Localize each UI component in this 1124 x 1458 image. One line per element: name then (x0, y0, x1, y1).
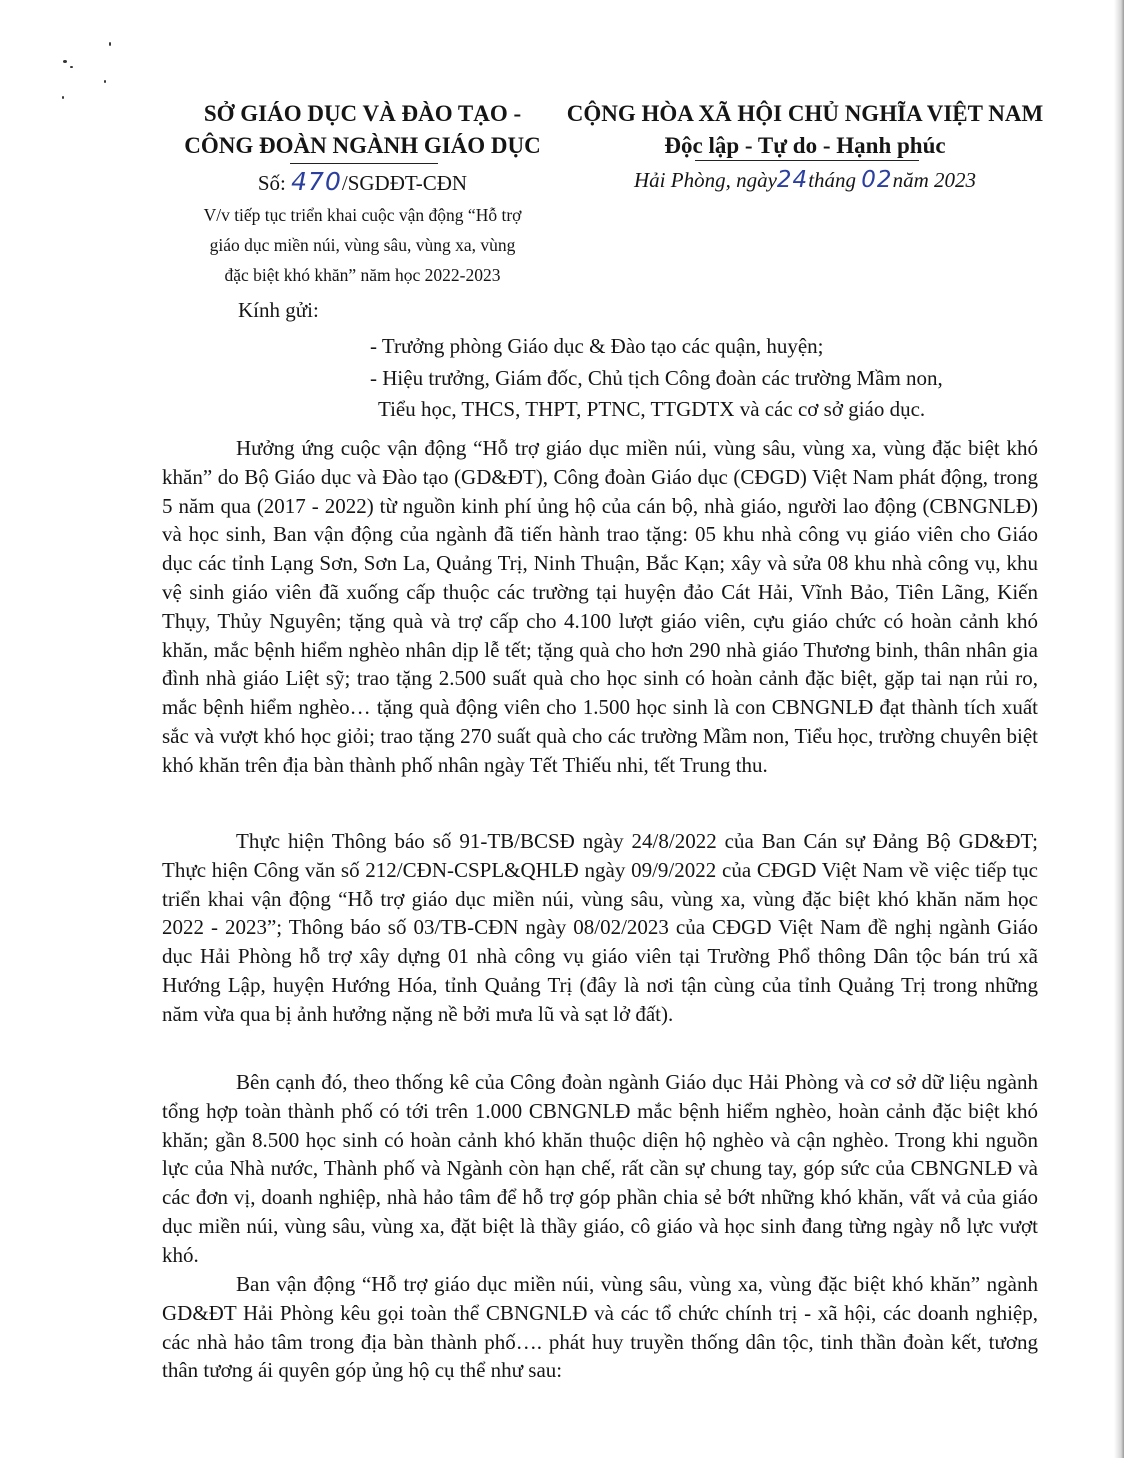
handwritten-number: 470 (291, 167, 342, 196)
recipient-2: - Hiệu trưởng, Giám đốc, Chủ tịch Công đoàn các trường Mầm non, (370, 366, 943, 390)
motto-underline (695, 160, 919, 161)
document-number (150, 167, 575, 196)
handwritten-day: 24 (776, 167, 809, 193)
subject-line-1: V/v tiếp tục triển khai cuộc vận động “Hỗ trợ (203, 205, 522, 225)
scan-speck (63, 60, 67, 63)
body-paragraph-4: Ban vận động “Hỗ trợ giáo dục miền núi, vùng sâu, vùng xa, vùng đặc biệt khó khăn” ngành GD&ĐT Hải Phòng kêu gọi toàn thể CBNGNLĐ và các tổ chức chính trị - xã hội, các doanh nghiệp, các nhà hảo tâm trong địa bàn thành phố…. phát huy truyền thống dân tộc, tinh thần đoàn kết, tương thân tương ái quyên góp ủng hộ cụ thể như sau: (162, 1272, 1038, 1383)
organization-header (150, 98, 575, 162)
body-paragraph-2: Thực hiện Thông báo số 91-TB/BCSĐ ngày 24/8/2022 của Ban Cán sự Đảng Bộ GD&ĐT; Thực hiện Công văn số 212/CĐN-CSPL&QHLĐ ngày 09/9/2022 của CĐGD Việt Nam về việc tiếp tục triển khai vận động “Hỗ trợ giáo dục miền núi, vùng sâu, vùng xa, vùng đặc biệt khó khăn năm học 2022 - 2023”; Thông báo số 03/TB-CĐN ngày 08/02/2023 của CĐGD Việt Nam đề nghị ngành Giáo dục Hải Phòng hỗ trợ xây dựng 01 nhà công vụ giáo viên tại Trường Phổ thông Dân tộc bán trú xã Hướng Lập, huyện Hướng Hóa, tỉnh Quảng Trị (đây là nơi tận cùng của tỉnh Quảng Trị trong những năm vừa qua bị ảnh hưởng nặng nề bởi mưa lũ và sạt lở đất). (162, 829, 1038, 1026)
nation-line-1: CỘNG HÒA XÃ HỘI CHỦ NGHĨA VIỆT NAM (566, 101, 1044, 126)
recipient-3: Tiểu học, THCS, THPT, PTNC, TTGDTX và các cơ sở giáo dục. (378, 397, 926, 421)
subject-line-2: giáo dục miền núi, vùng sâu, vùng xa, vùng (209, 235, 516, 255)
nation-motto: Độc lập - Tự do - Hạnh phúc (664, 133, 946, 158)
recipient-1: - Trưởng phòng Giáo dục & Đào tạo các quận, huyện; (370, 334, 824, 358)
org-line-2: CÔNG ĐOÀN NGÀNH GIÁO DỤC (184, 133, 541, 158)
doc-number-prefix: Số: (257, 171, 292, 195)
body-paragraph-3: Bên cạnh đó, theo thống kê của Công đoàn ngành Giáo dục Hải Phòng và cơ sở dữ liệu ngành tổng hợp toàn thành phố có tới trên 1.000 CBNGNLĐ mắc bệnh hiểm nghèo, hoàn cảnh đặc biệt khó khăn; gần 8.500 học sinh có hoàn cảnh khó khăn thuộc diện hộ nghèo và cận nghèo. Trong khi nguồn lực của Nhà nước, Thành phố và Ngành còn hạn chế, rất cần sự chung tay, góp sức của CBNGNLĐ và các đơn vị, doanh nghiệp, nhà hảo tâm để hỗ trợ góp phần chia sẻ bớt những khó khăn, vất vả của giáo dục miền núi, vùng sâu, vùng xa, đặt biệt là thầy giáo, cô giáo và học sinh đang từng ngày nỗ lực vượt khó. (162, 1070, 1038, 1267)
scan-speck (104, 80, 106, 83)
subject-line-3: đặc biệt khó khăn” năm học 2022-2023 (224, 265, 501, 285)
date-line (560, 167, 1050, 193)
org-underline (290, 163, 438, 164)
nation-header (560, 98, 1050, 162)
date-year: năm 2023 (892, 168, 976, 192)
date-place: Hải Phòng, ngày (634, 168, 777, 192)
org-line-1: SỞ GIÁO DỤC VÀ ĐÀO TẠO - (203, 101, 522, 126)
handwritten-month: 02 (861, 167, 893, 193)
doc-number-suffix: /SGDĐT-CĐN (341, 171, 468, 195)
page-edge-shadow (1114, 0, 1124, 1458)
greeting: Kính gửi: (238, 298, 319, 322)
subject-block (150, 200, 575, 290)
date-month-label: tháng (808, 168, 862, 192)
scan-speck (62, 96, 64, 99)
scan-speck (109, 42, 111, 46)
body-paragraph-1: Hưởng ứng cuộc vận động “Hỗ trợ giáo dục miền núi, vùng sâu, vùng xa, vùng đặc biệt khó khăn” do Bộ Giáo dục và Đào tạo (GD&ĐT), Công đoàn Giáo dục (CĐGD) Việt Nam phát động, trong 5 năm qua (2017 - 2022) từ nguồn kinh phí ủng hộ của cán bộ, nhà giáo, người lao động (CBNGNLĐ) và học sinh, Ban vận động của ngành đã tiến hành trao tặng: 05 khu nhà công vụ giáo viên cho Giáo dục các tỉnh Lạng Sơn, Sơn La, Quảng Trị, Ninh Thuận, Bắc Kạn; xây và sửa 08 khu nhà công vụ, khu vệ sinh giáo viên đã xuống cấp thuộc các trường tại huyện đảo Cát Hải, Vĩnh Bảo, Tiên Lãng, Kiến Thụy, Thủy Nguyên; tặng quà và trợ cấp cho 4.100 lượt giáo viên, cựu giáo chức có hoàn cảnh khó khăn, mắc bệnh hiểm nghèo nhân dịp lễ tết; tặng quà cho hơn 290 nhà giáo Thương binh, thân nhân gia đình nhà giáo Liệt sỹ; trao tặng 2.500 suất quà cho học sinh có hoàn cảnh đặc biệt, gặp tai nạn rủi ro, mắc bệnh hiểm nghèo… tặng quà động viên cho 1.500 học sinh là con CBNGNLĐ đạt thành tích xuất sắc và vượt khó học giỏi; trao tặng 270 suất quà cho các trường Mầm non, Tiểu học, trường chuyên biệt khó khăn trên địa bàn thành phố nhân ngày Tết Thiếu nhi, tết Trung thu. (162, 436, 1038, 777)
scan-speck (70, 66, 73, 68)
